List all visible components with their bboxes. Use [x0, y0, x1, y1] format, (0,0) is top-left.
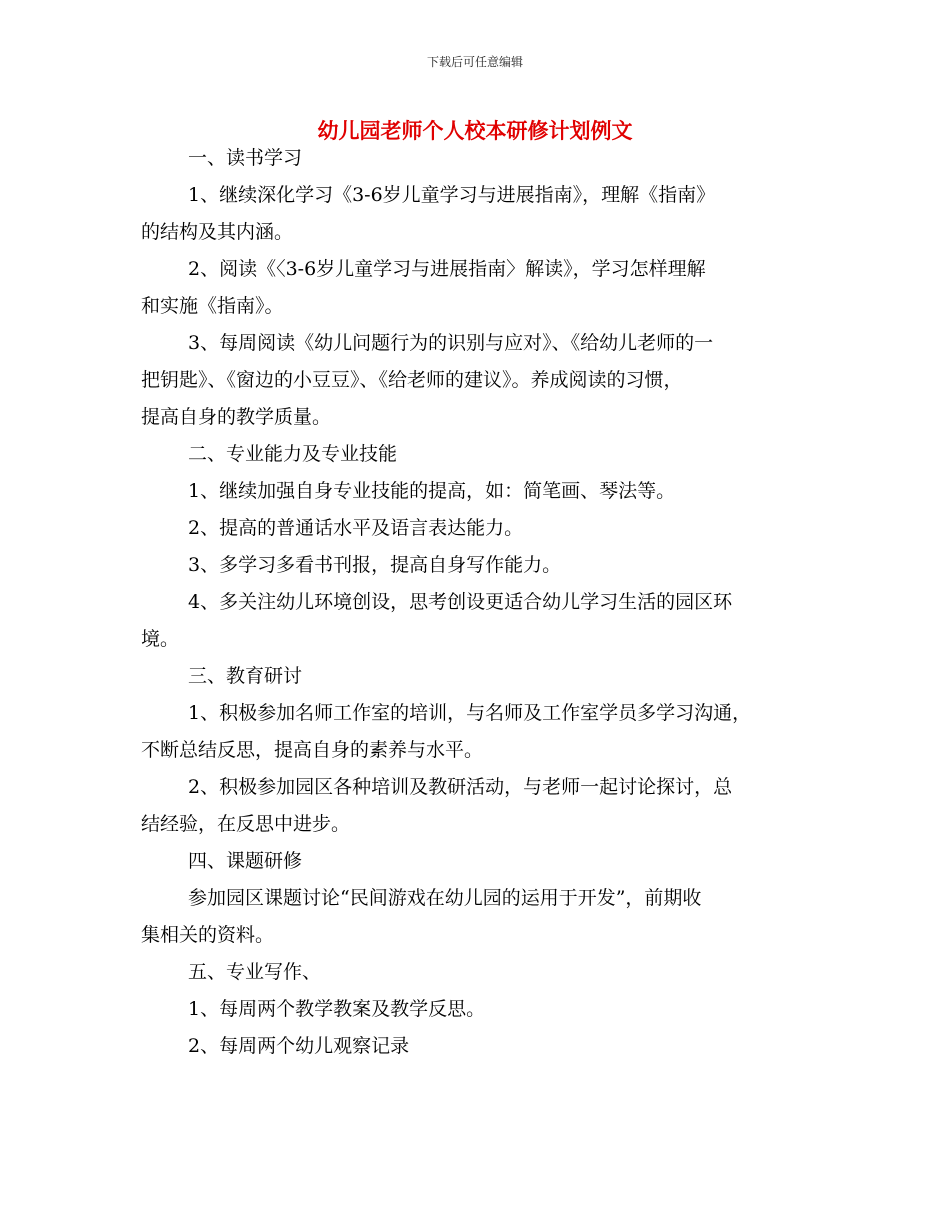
body-line: 四、课题研修	[188, 850, 303, 872]
body-line: 2、积极参加园区各种培训及教研活动，与老师一起讨论探讨，总	[188, 776, 733, 798]
body-line: 2、阅读《〈3-6岁儿童学习与进展指南〉解读》，学习怎样理解	[188, 258, 706, 280]
header-note: 下载后可任意编辑	[426, 55, 523, 69]
body-line: 三、教育研讨	[188, 665, 303, 687]
body-line: 把钥匙》、《窗边的小豆豆》、《给老师的建议》。养成阅读的习惯，	[141, 369, 683, 391]
body-line: 境。	[141, 628, 180, 650]
body-line: 和实施《指南》。	[141, 295, 284, 317]
body-line: 集相关的资料。	[141, 924, 275, 946]
body-line: 一、读书学习	[188, 147, 303, 169]
document-title: 幼儿园老师个人校本研修计划例文	[317, 118, 633, 143]
document-body	[141, 140, 811, 1065]
body-line: 二、专业能力及专业技能	[188, 443, 398, 465]
body-line: 3、多学习多看书刊报，提高自身写作能力。	[188, 554, 562, 576]
body-line: 不断总结反思，提高自身的素养与水平。	[141, 739, 484, 761]
body-line: 4、多关注幼儿环境创设，思考创设更适合幼儿学习生活的园区环	[188, 591, 733, 613]
body-line: 参加园区课题讨论“民间游戏在幼儿园的运用于开发”，前期收	[188, 887, 702, 909]
body-line: 五、专业写作、	[188, 961, 322, 983]
body-line: 的结构及其内涵。	[141, 221, 294, 243]
body-line: 2、每周两个幼儿观察记录	[188, 1035, 410, 1057]
body-line: 2、提高的普通话水平及语言表达能力。	[188, 517, 524, 539]
body-line: 3、每周阅读《幼儿问题行为的识别与应对》、《给幼儿老师的一	[188, 332, 714, 354]
body-line: 结经验，在反思中进步。	[141, 813, 351, 835]
body-line: 1、继续加强自身专业技能的提高，如：简笔画、琴法等。	[188, 480, 676, 502]
body-line: 1、每周两个教学教案及教学反思。	[188, 998, 486, 1020]
body-line: 提高自身的教学质量。	[141, 406, 332, 428]
body-line: 1、积极参加名师工作室的培训，与名师及工作室学员多学习沟通，	[188, 702, 752, 724]
body-line: 1、继续深化学习《3-6岁儿童学习与进展指南》，理解《指南》	[188, 184, 716, 206]
